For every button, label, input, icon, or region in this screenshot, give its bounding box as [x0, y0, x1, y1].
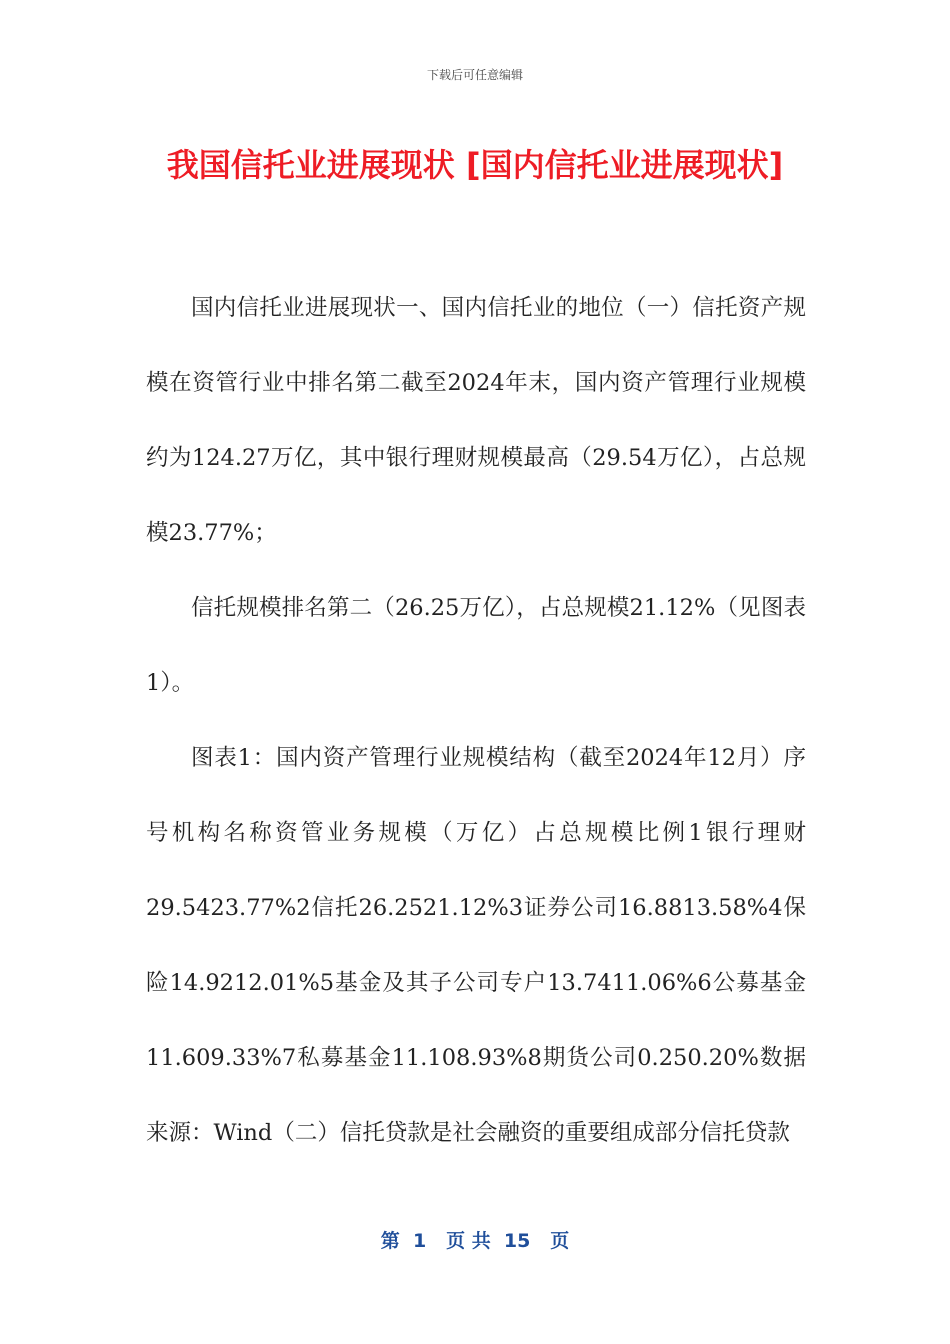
header-note: 下载后可任意编辑 — [426, 68, 523, 82]
document-title: 我国信托业进展现状 [国内信托业进展现状] — [166, 146, 784, 184]
paragraph-3: 图表1：国内资产管理行业规模结构（截至2024年12月）序号机构名称资管业务规模（万亿）占总规模比例1银行理财29.5423.77%2信托26.2521.12%3证券公司16.8813.58%4保险14.9212.01%5基金及其子公司专户13.7411.06%6公募基金11.609.33%7私募基金11.108.93%8期货公司0.250.20%数据来源：Wind（二）信托贷款是社会融资的重要组成部分信托贷款 — [146, 745, 806, 1146]
paragraph-1: 国内信托业进展现状一、国内信托业的地位（一）信托资产规模在资管行业中排名第二截至2024年末，国内资产管理行业规模约为124.27万亿，其中银行理财规模最高（29.54万亿），占总规模23.77%； — [146, 295, 806, 546]
paragraph-2: 信托规模排名第二（26.25万亿），占总规模21.12%（见图表1）。 — [146, 595, 806, 696]
document-body — [146, 271, 806, 1171]
page-footer: 第 1 页 共 15 页 — [380, 1230, 570, 1252]
